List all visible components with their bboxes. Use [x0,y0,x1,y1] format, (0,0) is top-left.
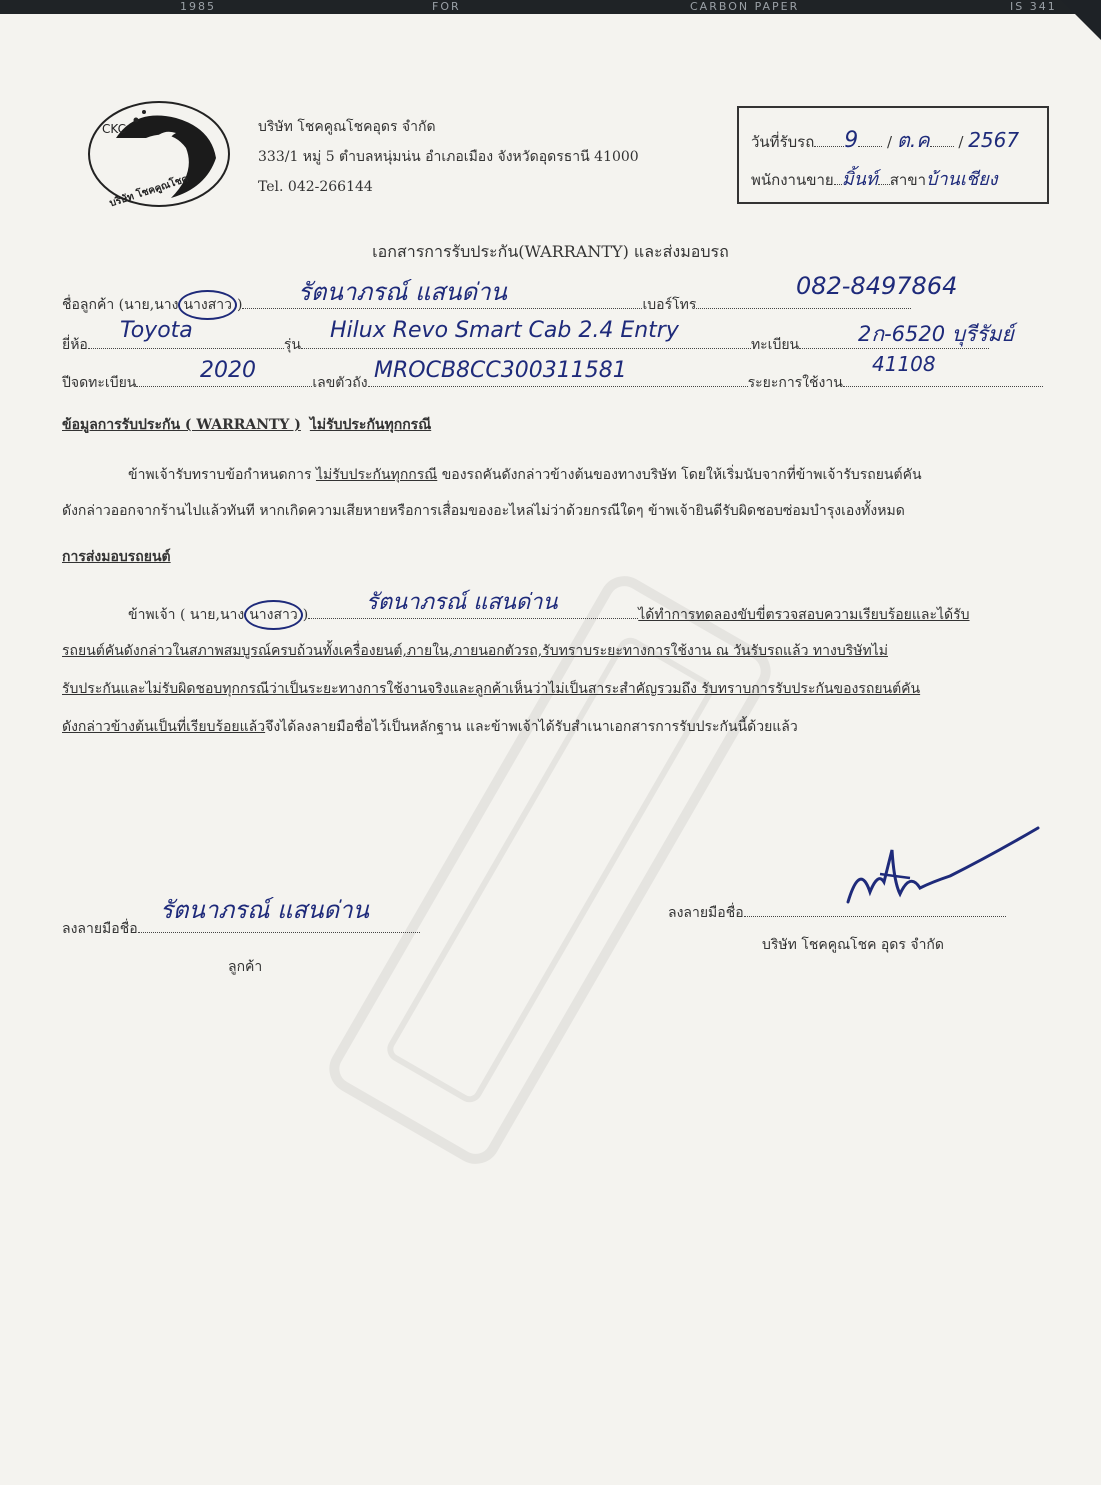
customer-sign-label: ลงลายมือชื่อ [62,921,138,937]
delivery-title-circled: นางสาว [244,600,303,630]
customer-label: ชื่อลูกค้า (นาย,นาง [62,297,179,313]
received-date-row: วันที่รับรถ 9 / ต.ค / 2567 [751,128,1020,153]
delivery-line2: รถยนต์คันดังกล่าวในสภาพสมบูรณ์ครบถ้วนทั้งเครื่องยนต์,ภายใน,ภายนอกตัวรถ,รับทราบระยะทางการใช้งาน ณ วันรับรถแล้ว ทางบริษัทไม่ [62,643,888,659]
received-month: ต.ค [896,128,930,152]
brand-value: Toyota [120,318,193,343]
received-year: 2567 [968,128,1020,152]
delivery-text-4a: ดังกล่าวข้างต้นเป็นที่เรียบร้อยแล้ว [62,719,266,735]
warranty-text-a: ข้าพเจ้ารับทราบข้อกำหนดการ [128,467,312,483]
company-address: 333/1 หมู่ 5 ตำบลหนุ่มน่น อำเภอเมือง จังหวัดอุดรธานี 41000 [258,149,639,165]
logo-caption: บริษัท โชคคูณโชค [108,173,190,210]
year-label: ปีจดทะเบียน [62,375,137,391]
warranty-paragraph-line2: ดังกล่าวออกจากร้านไปแล้วทันที หากเกิดความเสียหายหรือการเสื่อมของอะไหล่ไม่ว่าด้วยกรณีใดๆ ข้าพเจ้ายินดีรับผิดชอบซ่อมบำรุงเองทั้งหมด [62,503,905,519]
chassis-value: MROCB8CC300311581 [374,358,627,383]
warranty-text-c: ของรถคันดังกล่าวข้างต้นของทางบริษัท โดยให้เริ่มนับจากที่ข้าพเจ้ารับรถยนต์คัน [441,467,922,483]
company-name: บริษัท โชคคูณโชคอุดร จำกัด [258,119,436,135]
carbon-paper-strip [0,0,1101,14]
branch-label: สาขา [889,171,927,189]
customer-name-value: รัตนาภรณ์ แสนด่าน [298,278,507,306]
company-header [258,112,639,202]
chassis-label: เลขตัวถัง [312,375,368,391]
delivery-customer-name: รัตนาภรณ์ แสนด่าน [366,590,558,615]
plate-value: 2ก-6520 บุรีรัมย์ [858,322,1014,346]
delivery-line3: รับประกันและไม่รับผิดชอบทุกกรณีว่าเป็นระยะทางการใช้งานจริงและลูกค้าเห็นว่าไม่เป็นสาระสำคัญรวมถึง รับทราบการรับประกันของรถยนต์คัน [62,681,921,697]
strip-text-right: CARBON PAPER [690,0,800,13]
warranty-paragraph-line1 [62,464,1047,486]
logo-text: CKC [102,122,126,136]
document-title: เอกสารการรับประกัน(WARRANTY) และส่งมอบรถ [372,242,729,261]
company-sign-label: ลงลายมือชื่อ [668,905,744,921]
warranty-heading: ข้อมูลการรับประกัน ( WARRANTY ) [62,417,301,433]
phone-label: เบอร์โทร [642,297,697,313]
warranty-text-b: ไม่รับประกันทุกกรณี [315,467,438,483]
phone-value: 082-8497864 [796,272,958,300]
strip-text-far-right: IS 341 [1010,0,1057,13]
customer-title-circled: นางสาว [178,290,237,320]
delivery-text-b: ) [302,607,309,623]
year-value: 2020 [200,358,256,383]
delivery-text-c: ได้ทำการทดลองขับขี่ตรวจสอบความเรียบร้อยและได้รับ [638,607,970,623]
strip-text-mid: FOR [432,0,461,13]
company-role: บริษัท โชคคูณโชค อุดร จำกัด [762,937,944,953]
mileage-value: 41108 [872,352,936,376]
delivery-heading: การส่งมอบรถยนต์ [62,549,171,565]
dark-corner [1061,0,1101,40]
faint-stamp-watermark-icon [200,520,900,1220]
mileage-label: ระยะการใช้งาน [747,375,843,391]
received-day: 9 [844,128,859,153]
delivery-text-a: ข้าพเจ้า ( นาย,นาง [128,607,245,623]
salesperson-row [751,164,998,193]
customer-role: ลูกค้า [228,959,263,975]
company-tel: Tel. 042-266144 [258,179,373,195]
delivery-text-4b: จึงได้ลงลายมือชื่อไว้เป็นหลักฐาน และข้าพเจ้าได้รับสำเนาเอกสารการรับประกันนี้ด้วยแล้ว [265,719,798,735]
company-logo [76,98,242,210]
received-label: วันที่รับรถ [751,133,815,151]
receive-date-box [737,106,1049,204]
brand-label: ยี่ห้อ [62,337,88,353]
branch-value: บ้านเชียง [926,169,998,190]
plate-label: ทะเบียน [750,337,800,353]
model-value: Hilux Revo Smart Cab 2.4 Entry [330,318,679,343]
customer-signature: รัตนาภรณ์ แสนด่าน [160,896,369,924]
warranty-heading-line [62,414,1047,436]
warranty-no-coverage: ไม่รับประกันทุกกรณี [309,417,432,433]
customer-line: ชื่อลูกค้า (นาย,นาง นางสาว ) เบอร์โทร [62,290,1062,320]
model-label: รุ่น [283,337,301,353]
strip-text-left: 1985 [180,0,216,13]
salesperson-label: พนักงานขาย [751,171,834,189]
salesperson-value: มิ้นท์ [841,169,878,190]
